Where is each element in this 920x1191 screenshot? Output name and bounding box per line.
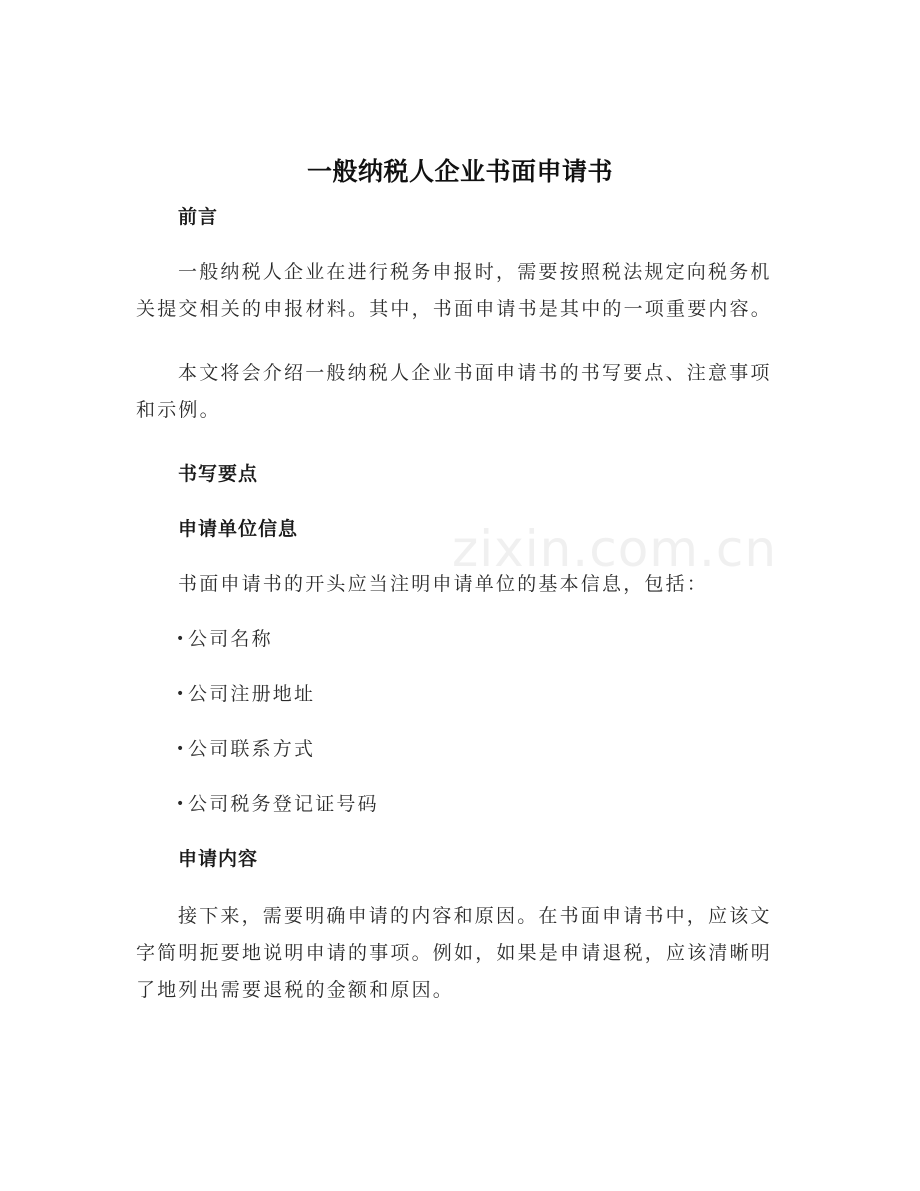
heading-application-content: 申请内容 <box>178 848 259 870</box>
paragraph-application-content-1: 接下来，需要明确申请的内容和原因。在书面申请书中，应该文字简明扼要地说明申请的事项。例如，如果是申请退税，应该清晰明了地列出需要退税的金额和原因。 <box>136 905 773 1001</box>
page-title: 一般纳税人企业书面申请书 <box>306 157 613 186</box>
heading-applicant-info: 申请单位信息 <box>178 518 299 540</box>
list-item-text: 公司税务登记证号码 <box>188 793 379 815</box>
list-item-text: 公司名称 <box>188 628 273 650</box>
paragraph-preface-2: 本文将会介绍一般纳税人企业书面申请书的书写要点、注意事项和示例。 <box>136 362 772 421</box>
list-item <box>176 790 379 818</box>
heading-writing-points: 书写要点 <box>178 463 259 485</box>
list-item <box>176 735 315 763</box>
watermark-text: zixin.com.cn <box>452 520 778 578</box>
bullet-icon: • <box>176 686 187 702</box>
bullet-icon: • <box>176 631 187 647</box>
bullet-icon: • <box>176 741 187 757</box>
list-item <box>176 680 315 708</box>
heading-preface: 前言 <box>178 206 219 228</box>
list-item <box>176 625 273 653</box>
paragraph-applicant-info-intro: 书面申请书的开头应当注明申请单位的基本信息，包括： <box>178 573 709 595</box>
list-item-text: 公司联系方式 <box>188 738 316 760</box>
bullet-icon: • <box>176 796 187 812</box>
list-item-text: 公司注册地址 <box>188 683 316 705</box>
paragraph-preface-1: 一般纳税人企业在进行税务申报时，需要按照税法规定向税务机关提交相关的申报材料。其中，书面申请书是其中的一项重要内容。 <box>136 261 773 320</box>
